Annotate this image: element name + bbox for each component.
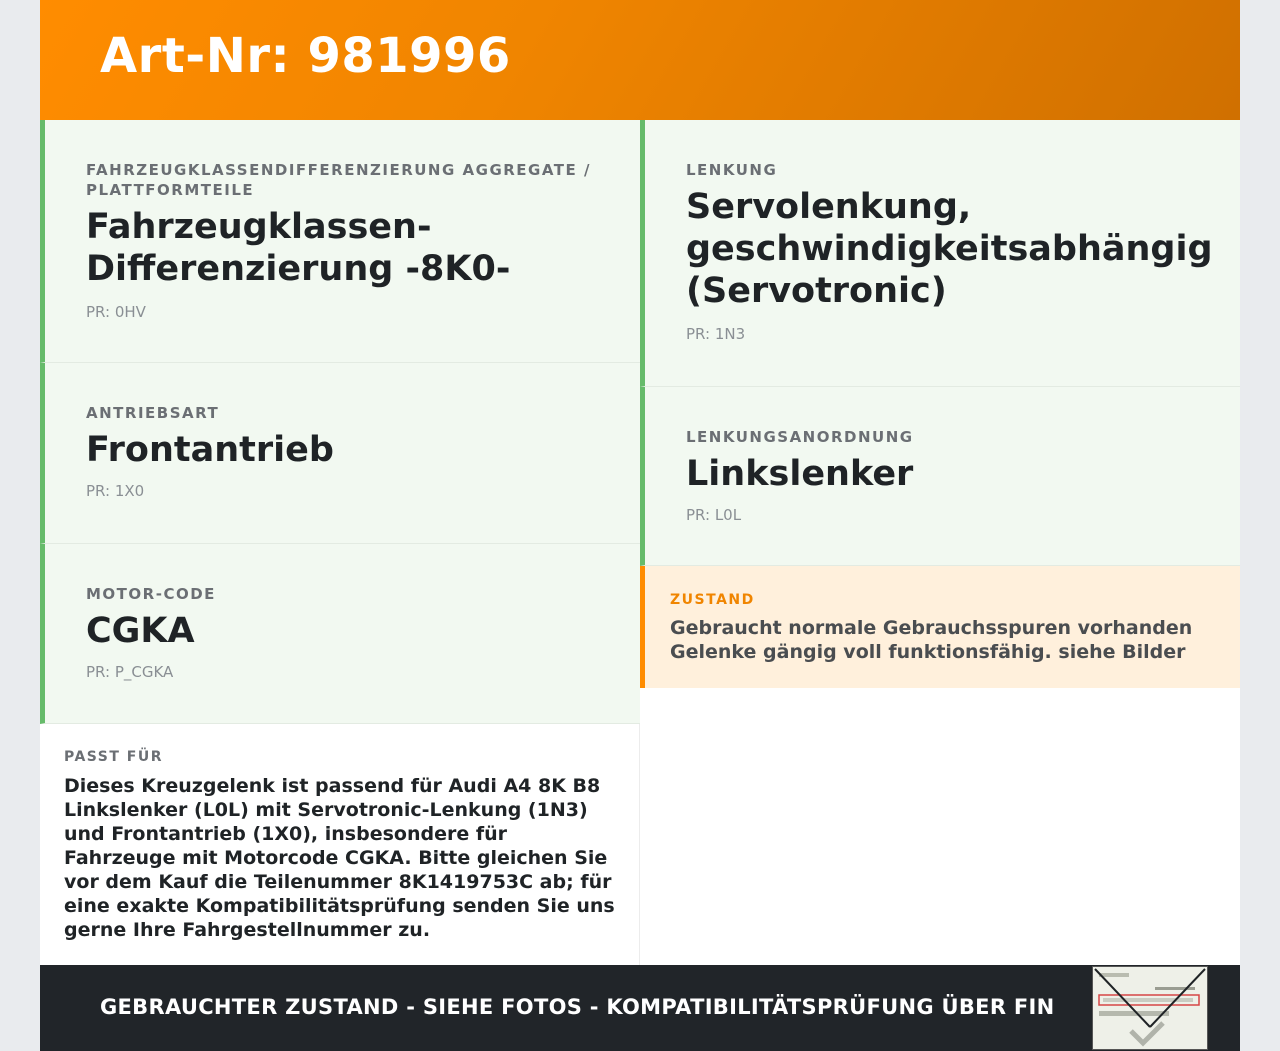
spec-lenkungsanordnung xyxy=(640,387,1240,566)
spec-label: LENKUNG xyxy=(686,161,778,179)
compatibility-text: Dieses Kreuzgelenk ist passend für Audi A4 8K B8 Linkslenker (L0L) mit Servotronic-Lenkung (1N3) und Frontantrieb (1X0), insbesondere für Fahrzeuge mit Motorcode CGKA. Bitte gleichen Sie vor dem Kauf die Teilenummer 8K1419753C ab; für eine exakte Kompatibilitätsprüfung senden Sie uns gerne Ihre Fahrgestellnummer zu. xyxy=(64,775,615,941)
header xyxy=(40,0,1240,120)
product-sheet xyxy=(40,0,1240,1051)
condition-box xyxy=(640,566,1240,688)
article-number-title: Art-Nr: 981996 xyxy=(100,28,511,84)
compatibility-label: PASST FÜR xyxy=(64,749,163,765)
spec-label: LENKUNGSANORDNUNG xyxy=(686,428,914,446)
spec-value: Fahrzeugklassen-Differenzierung -8K0- xyxy=(86,207,511,289)
spec-value: CGKA xyxy=(86,611,195,651)
condition-text: Gebraucht normale Gebrauchsspuren vorhanden Gelenke gängig voll funktionsfähig. siehe Bilder xyxy=(670,617,1193,663)
spec-motor-code xyxy=(40,544,640,724)
vehicle-document-thumbnail-icon[interactable] xyxy=(1092,966,1208,1050)
spec-pr-code: PR: P_CGKA xyxy=(86,663,174,681)
spec-label: FAHRZEUGKLASSENDIFFERENZIERUNG AGGREGATE / PLATTFORMTEILE xyxy=(86,161,591,199)
spec-fahrzeugklasse xyxy=(40,120,640,363)
spec-pr-code: PR: 0HV xyxy=(86,303,146,321)
spec-pr-code: PR: L0L xyxy=(686,506,742,524)
document-image-icon xyxy=(1093,967,1207,1049)
spec-label: MOTOR-CODE xyxy=(86,585,216,603)
spec-antriebsart xyxy=(40,363,640,544)
condition-label: ZUSTAND xyxy=(670,592,755,608)
spec-pr-code: PR: 1X0 xyxy=(86,482,145,500)
footer-banner xyxy=(40,965,1240,1051)
spec-value: Linkslenker xyxy=(686,454,914,494)
spec-value: Servolenkung, geschwindigkeitsabhängig (Servotronic) xyxy=(686,187,1213,311)
spec-label: ANTRIEBSART xyxy=(86,404,220,422)
spec-lenkung xyxy=(640,120,1240,387)
spec-value: Frontantrieb xyxy=(86,430,334,470)
footer-text: GEBRAUCHTER ZUSTAND - SIEHE FOTOS - KOMPATIBILITÄTSPRÜFUNG ÜBER FIN xyxy=(100,995,1055,1019)
spec-pr-code: PR: 1N3 xyxy=(686,325,746,343)
compatibility-box xyxy=(40,724,640,965)
